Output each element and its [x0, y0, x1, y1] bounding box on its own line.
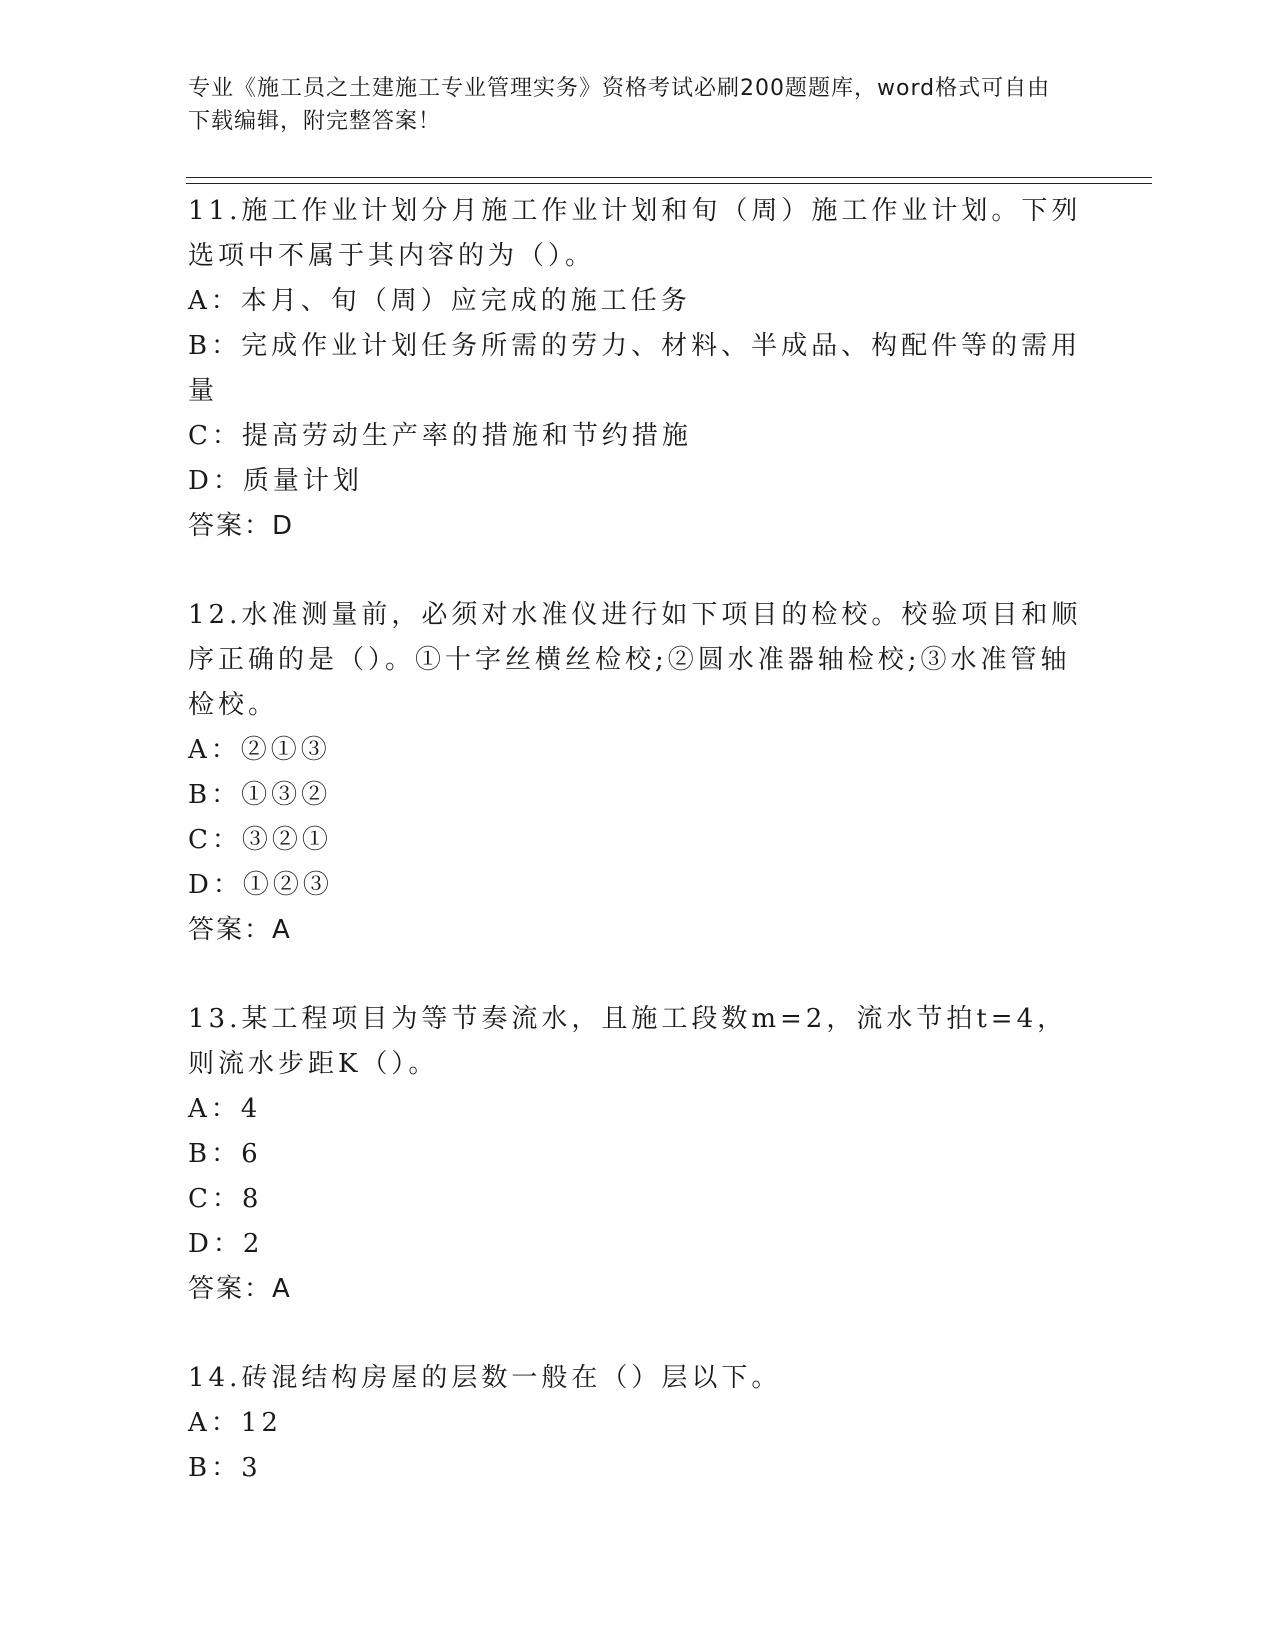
question-12: [188, 593, 1088, 953]
question-list: [188, 189, 1088, 1535]
option-c: C：8: [188, 1184, 263, 1214]
option-c: C：提高劳动生产率的措施和节约措施: [188, 421, 692, 451]
answer: 答案：D: [188, 511, 295, 541]
question-stem: 11.施工作业计划分月施工作业计划和旬（周）施工作业计划。下列选项中不属于其内容的为（）。: [188, 196, 1082, 271]
option-b: B：完成作业计划任务所需的劳力、材料、半成品、构配件等的需用量: [188, 331, 1082, 406]
option-a: A：本月、旬（周）应完成的施工任务: [188, 286, 691, 316]
header-rule-top: [186, 177, 1152, 178]
option-a: A：12: [188, 1408, 282, 1438]
option-c: C：③②①: [188, 825, 332, 855]
question-13: [188, 997, 1088, 1312]
document-header: 专业《施工员之土建施工专业管理实务》资格考试必刷200题题库，word格式可自由下载编辑，附完整答案！: [188, 76, 1051, 134]
option-a: A：②①③: [188, 735, 331, 765]
question-stem: 14.砖混结构房屋的层数一般在（）层以下。: [188, 1363, 782, 1393]
question-stem: 13.某工程项目为等节奏流水，且施工段数m=2，流水节拍t=4，则流水步距K（）。: [188, 1004, 1068, 1079]
option-b: B：6: [188, 1139, 262, 1169]
question-11: [188, 189, 1088, 549]
option-d: D：质量计划: [188, 466, 363, 496]
question-14: [188, 1356, 1088, 1491]
answer: 答案：A: [188, 1274, 292, 1304]
header-rule-bottom: [186, 183, 1152, 184]
option-d: D：①②③: [188, 870, 333, 900]
answer: 答案：A: [188, 915, 292, 945]
option-a: A：4: [188, 1094, 262, 1124]
question-stem: 12.水准测量前，必须对水准仪进行如下项目的检校。校验项目和顺序正确的是（）。①十字丝横丝检校;②圆水准器轴检校;③水准管轴检校。: [188, 600, 1082, 720]
option-d: D：2: [188, 1229, 264, 1259]
option-b: B：①③②: [188, 780, 332, 810]
option-b: B：3: [188, 1453, 262, 1483]
